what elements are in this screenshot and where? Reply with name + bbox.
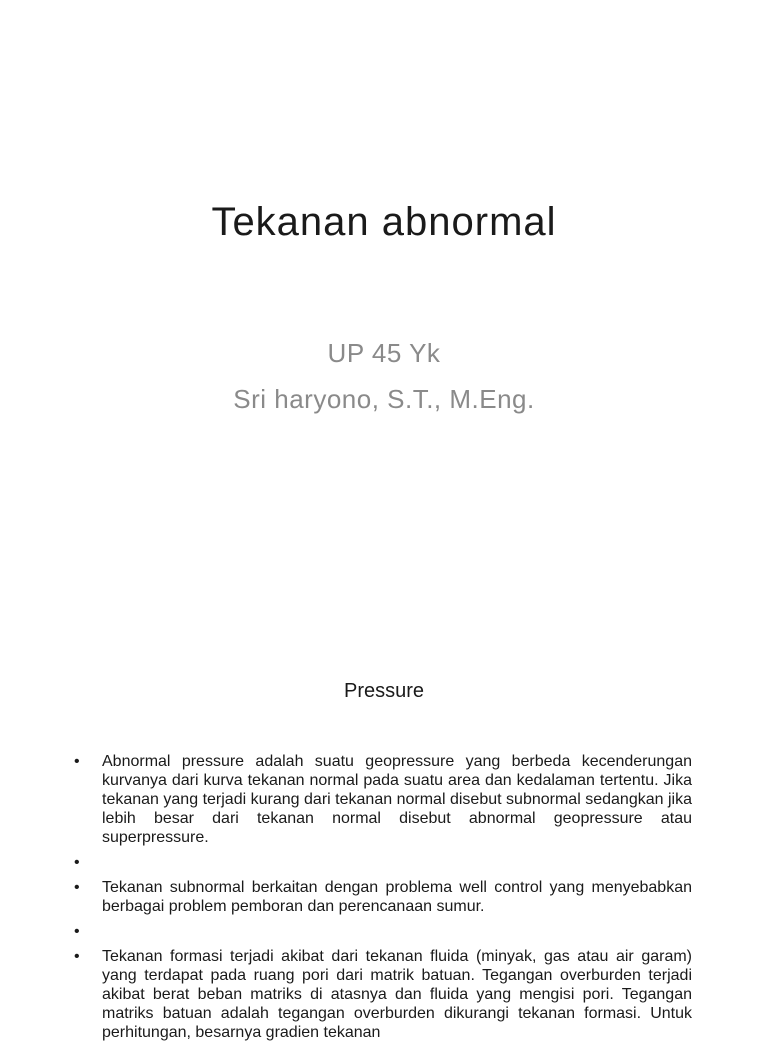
bullet-icon: • — [74, 923, 80, 940]
bullet-text: Tekanan formasi terjadi akibat dari tekanan fluida (minyak, gas atau air garam) yang terdapat pada ruang pori dari matrik batuan. Tegangan overburden terjadi akibat berat beban matriks di atasnya dan fluida yang mengisi pori. Tegangan matriks batuan adalah tegangan overburden dikurangi tekanan formasi. Untuk perhitungan, besarnya gradien tekanan — [102, 948, 692, 1041]
bullet-icon: • — [74, 753, 80, 770]
bullet-list — [72, 752, 692, 1048]
slide-subtitle-institution: UP 45 Yk — [327, 338, 441, 368]
bullet-item — [72, 853, 692, 872]
bullet-text: Tekanan subnormal berkaitan dengan problema well control yang menyebabkan berbagai problem pemboran dan perencanaan sumur. — [102, 879, 692, 915]
bullet-item — [72, 947, 692, 1042]
bullet-text: Abnormal pressure adalah suatu geopressure yang berbeda kecenderungan kurvanya dari kurva tekanan normal pada suatu area dan kedalaman tertentu. Jika tekanan yang terjadi kurang dari tekanan normal disebut subnormal sedangkan jika lebih besar dari tekanan normal disebut abnormal geopressure atau superpressure. — [102, 753, 692, 846]
bullet-icon: • — [74, 854, 80, 871]
bullet-icon: • — [74, 879, 80, 896]
bullet-item — [72, 878, 692, 916]
slide-pressure-heading: Pressure — [343, 680, 425, 702]
slide-subtitle-author: Sri haryono, S.T., M.Eng. — [233, 384, 535, 414]
bullet-icon: • — [74, 948, 80, 965]
slide-title-heading: Tekanan abnormal — [211, 200, 557, 244]
bullet-item — [72, 922, 692, 941]
slide-pressure — [0, 640, 768, 1041]
bullet-item — [72, 752, 692, 847]
